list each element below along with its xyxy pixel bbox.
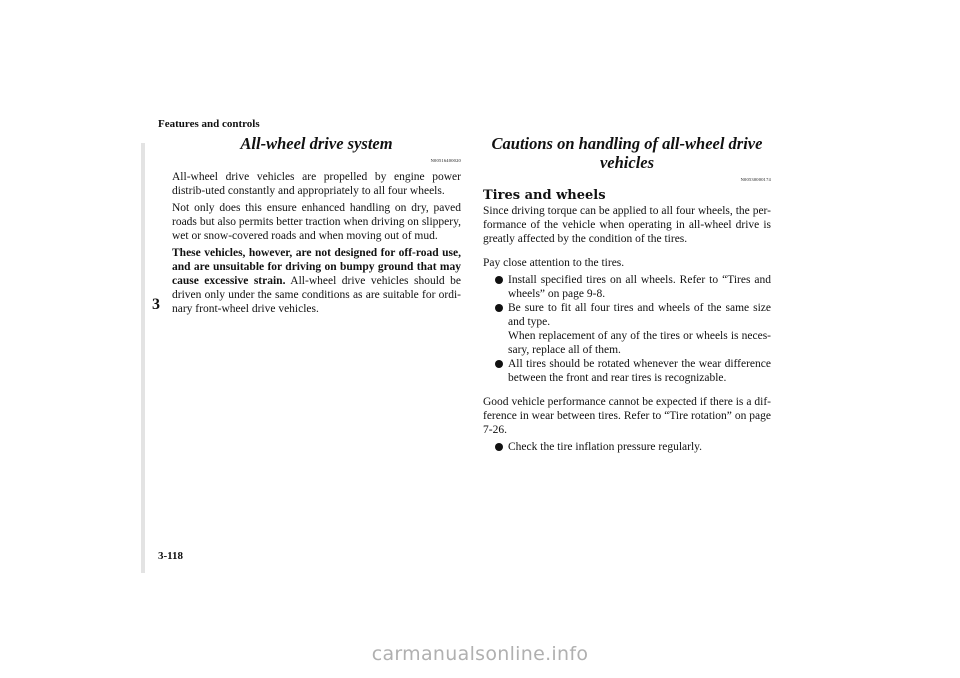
list-item [483, 301, 771, 357]
bullet-icon [495, 276, 503, 284]
chapter-tab-bar [141, 143, 145, 573]
inflation-bullet-list [483, 440, 771, 454]
paragraph-attention: Pay close attention to the tires. [483, 257, 625, 269]
right-column [483, 134, 771, 457]
bullet-icon [495, 304, 503, 312]
warning-rest-text: All-wheel drive vehicles should be driven only under the same conditions as are suitable for ordi-nary front-wheel drive vehicles. [172, 275, 461, 315]
left-column [172, 134, 461, 319]
bullet-extra-text: When replacement of any of the tires or wheels is neces-sary, replace all of them. [508, 330, 771, 356]
list-item [483, 273, 771, 301]
bullet-text: Install specified tires on all wheels. Refer to “Tires and wheels” on page 9-8. [508, 274, 771, 300]
page-number: 3-118 [158, 550, 184, 562]
paragraph-awd-handling: Not only does this ensure enhanced handling on dry, paved roads but also permits better traction when driving on slippery, wet or snow-covered roads and when moving out of mud. [172, 202, 461, 242]
bullet-icon [495, 443, 503, 451]
chapter-number: 3 [152, 296, 160, 313]
bullet-icon [495, 360, 503, 368]
warning-bold-text: These vehicles, however, are not designed for off-road use, and are unsuitable for driving on bumpy ground that may cause excessive strain. [172, 247, 461, 287]
bullet-text: All tires should be rotated whenever the wear difference between the front and rear tires is recognizable. [508, 358, 771, 384]
list-item [483, 357, 771, 385]
watermark-text: carmanualsonline.info [371, 643, 589, 665]
section-title-awd-system: All-wheel drive system [240, 134, 393, 153]
subheading-tires-wheels: Tires and wheels [483, 188, 606, 203]
bullet-text [508, 301, 771, 357]
document-code: N00516400020 [430, 158, 461, 163]
list-item [483, 440, 771, 454]
section-header: Features and controls [158, 118, 260, 130]
bullet-main-text: Be sure to fit all four tires and wheels of the same size and type. [508, 302, 771, 328]
paragraph-wear: Good vehicle performance cannot be expected if there is a dif-ference in wear between tires. Refer to “Tire rotation” on page 7-26. [483, 396, 771, 436]
paragraph-awd-intro: All-wheel drive vehicles are propelled by engine power distrib-uted constantly and appropriately to all four wheels. [172, 171, 461, 197]
paragraph-awd-warning [172, 246, 461, 316]
tire-bullet-list [483, 273, 771, 385]
paragraph-torque: Since driving torque can be applied to all four wheels, the per-formance of the vehicle when operating in all-wheel drive is greatly affected by the condition of the tires. [483, 205, 771, 245]
bullet-text: Check the tire inflation pressure regularly. [508, 441, 703, 453]
section-title-cautions: Cautions on handling of all-wheel drive vehicles [491, 134, 763, 172]
document-code: N00530000174 [740, 177, 771, 182]
